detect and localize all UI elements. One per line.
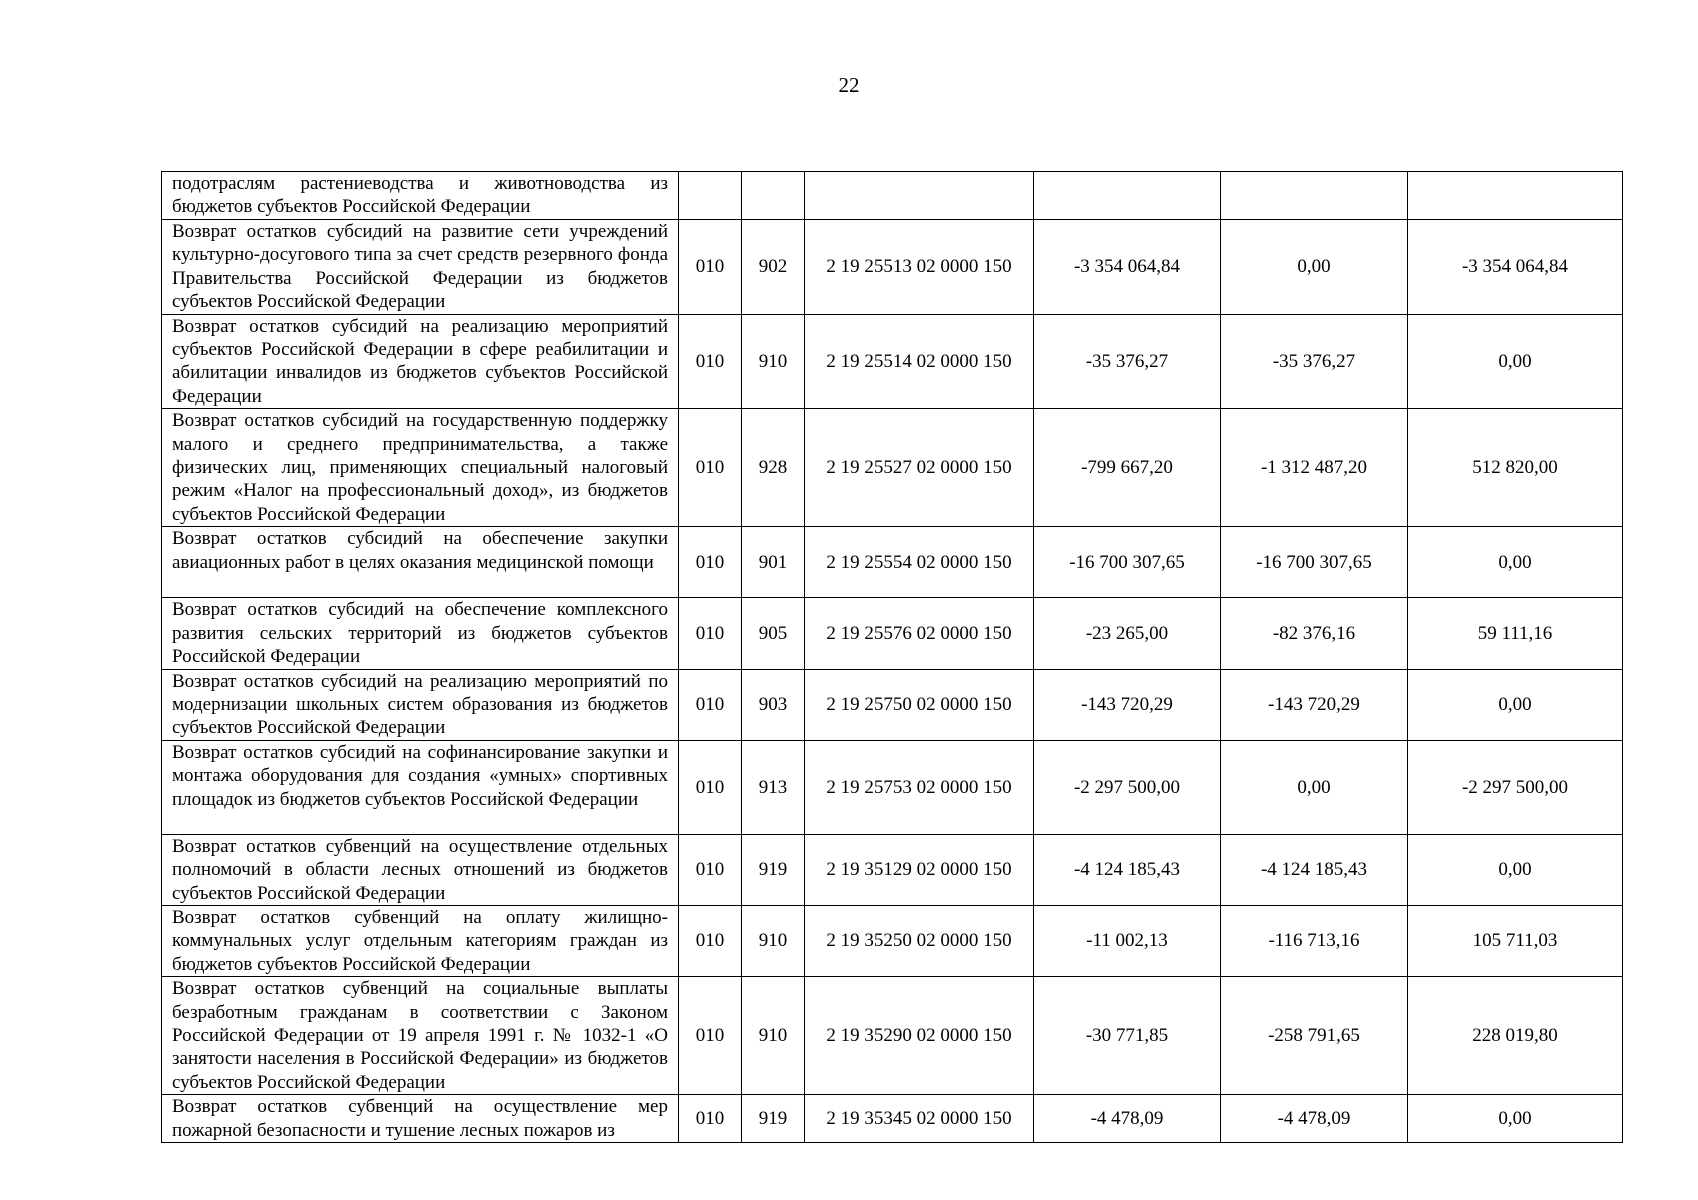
table-row [162, 1095, 1623, 1143]
amount-column-3: 228 019,80 [1408, 977, 1623, 1095]
table-row [162, 669, 1623, 740]
admin-code: 010 [679, 669, 742, 740]
admin-code: 010 [679, 740, 742, 834]
amount-column-2: -82 376,16 [1221, 598, 1408, 669]
table-row [162, 527, 1623, 598]
grbs-code: 919 [742, 1095, 805, 1143]
row-description: Возврат остатков субсидий на развитие сети учреждений культурно-досугового типа за счет средств резервного фонда Правительства Российской Федерации из бюджетов субъектов Российской Федерации [162, 220, 679, 315]
table-row [162, 220, 1623, 315]
amount-column-2: -35 376,27 [1221, 314, 1408, 409]
budget-classification-code: 2 19 25750 02 0000 150 [805, 669, 1034, 740]
table-row [162, 977, 1623, 1095]
amount-column-2 [1221, 172, 1408, 220]
table-row [162, 905, 1623, 976]
table-row [162, 172, 1623, 220]
amount-column-3: 512 820,00 [1408, 409, 1623, 527]
amount-column-1: -16 700 307,65 [1034, 527, 1221, 598]
amount-column-2: -1 312 487,20 [1221, 409, 1408, 527]
budget-classification-code: 2 19 25576 02 0000 150 [805, 598, 1034, 669]
budget-classification-code [805, 172, 1034, 220]
budget-table [161, 171, 1623, 1143]
admin-code: 010 [679, 834, 742, 905]
budget-classification-code: 2 19 25753 02 0000 150 [805, 740, 1034, 834]
amount-column-1: -4 124 185,43 [1034, 834, 1221, 905]
budget-classification-code: 2 19 25554 02 0000 150 [805, 527, 1034, 598]
row-description: Возврат остатков субвенций на осуществление отдельных полномочий в области лесных отношений из бюджетов субъектов Российской Федерации [162, 834, 679, 905]
admin-code: 010 [679, 1095, 742, 1143]
grbs-code: 910 [742, 905, 805, 976]
row-description: Возврат остатков субсидий на государственную поддержку малого и среднего предпринимательства, а также физических лиц, применяющих специальный налоговый режим «Налог на профессиональный доход», из бюджетов субъектов Российской Федерации [162, 409, 679, 527]
budget-classification-code: 2 19 35345 02 0000 150 [805, 1095, 1034, 1143]
row-description: Возврат остатков субвенций на социальные выплаты безработным гражданам в соответствии с Законом Российской Федерации от 19 апреля 1991 г. № 1032-1 «О занятости населения в Российской Федерации» из бюджетов субъектов Российской Федерации [162, 977, 679, 1095]
amount-column-1: -3 354 064,84 [1034, 220, 1221, 315]
admin-code: 010 [679, 527, 742, 598]
admin-code: 010 [679, 220, 742, 315]
amount-column-2: -4 478,09 [1221, 1095, 1408, 1143]
amount-column-2: -116 713,16 [1221, 905, 1408, 976]
row-description: Возврат остатков субсидий на обеспечение закупки авиационных работ в целях оказания медицинской помощи [162, 527, 679, 598]
row-description: Возврат остатков субвенций на оплату жилищно-коммунальных услуг отдельным категориям граждан из бюджетов субъектов Российской Федерации [162, 905, 679, 976]
grbs-code: 910 [742, 977, 805, 1095]
row-description: Возврат остатков субвенций на осуществление мер пожарной безопасности и тушение лесных пожаров из [162, 1095, 679, 1143]
amount-column-3: 0,00 [1408, 314, 1623, 409]
table-row [162, 740, 1623, 834]
grbs-code: 905 [742, 598, 805, 669]
budget-classification-code: 2 19 35250 02 0000 150 [805, 905, 1034, 976]
budget-classification-code: 2 19 35129 02 0000 150 [805, 834, 1034, 905]
budget-classification-code: 2 19 35290 02 0000 150 [805, 977, 1034, 1095]
budget-classification-code: 2 19 25513 02 0000 150 [805, 220, 1034, 315]
table-row [162, 314, 1623, 409]
admin-code: 010 [679, 905, 742, 976]
amount-column-1: -143 720,29 [1034, 669, 1221, 740]
row-description: Возврат остатков субсидий на реализацию мероприятий по модернизации школьных систем образования из бюджетов субъектов Российской Федерации [162, 669, 679, 740]
amount-column-3: 0,00 [1408, 669, 1623, 740]
grbs-code: 910 [742, 314, 805, 409]
admin-code: 010 [679, 977, 742, 1095]
budget-classification-code: 2 19 25514 02 0000 150 [805, 314, 1034, 409]
amount-column-1: -35 376,27 [1034, 314, 1221, 409]
amount-column-1: -11 002,13 [1034, 905, 1221, 976]
grbs-code: 901 [742, 527, 805, 598]
admin-code: 010 [679, 598, 742, 669]
admin-code [679, 172, 742, 220]
grbs-code: 919 [742, 834, 805, 905]
amount-column-2: 0,00 [1221, 740, 1408, 834]
amount-column-1: -23 265,00 [1034, 598, 1221, 669]
amount-column-3: 0,00 [1408, 1095, 1623, 1143]
amount-column-3: -3 354 064,84 [1408, 220, 1623, 315]
amount-column-2: -4 124 185,43 [1221, 834, 1408, 905]
amount-column-1: -4 478,09 [1034, 1095, 1221, 1143]
table-row [162, 409, 1623, 527]
amount-column-3: 105 711,03 [1408, 905, 1623, 976]
amount-column-2: -258 791,65 [1221, 977, 1408, 1095]
budget-classification-code: 2 19 25527 02 0000 150 [805, 409, 1034, 527]
amount-column-1: -799 667,20 [1034, 409, 1221, 527]
table-row [162, 834, 1623, 905]
amount-column-3: 59 111,16 [1408, 598, 1623, 669]
table-row [162, 598, 1623, 669]
grbs-code [742, 172, 805, 220]
admin-code: 010 [679, 314, 742, 409]
admin-code: 010 [679, 409, 742, 527]
row-description: Возврат остатков субсидий на софинансирование закупки и монтажа оборудования для создания «умных» спортивных площадок из бюджетов субъектов Российской Федерации [162, 740, 679, 834]
amount-column-3: 0,00 [1408, 527, 1623, 598]
amount-column-3: -2 297 500,00 [1408, 740, 1623, 834]
amount-column-1 [1034, 172, 1221, 220]
grbs-code: 913 [742, 740, 805, 834]
amount-column-1: -2 297 500,00 [1034, 740, 1221, 834]
amount-column-2: 0,00 [1221, 220, 1408, 315]
amount-column-3: 0,00 [1408, 834, 1623, 905]
row-description: Возврат остатков субсидий на реализацию мероприятий субъектов Российской Федерации в сфере реабилитации и абилитации инвалидов из бюджетов субъектов Российской Федерации [162, 314, 679, 409]
row-description: Возврат остатков субсидий на обеспечение комплексного развития сельских территорий из бюджетов субъектов Российской Федерации [162, 598, 679, 669]
grbs-code: 903 [742, 669, 805, 740]
grbs-code: 928 [742, 409, 805, 527]
grbs-code: 902 [742, 220, 805, 315]
row-description: подотраслям растениеводства и животноводства из бюджетов субъектов Российской Федерации [162, 172, 679, 220]
amount-column-1: -30 771,85 [1034, 977, 1221, 1095]
amount-column-3 [1408, 172, 1623, 220]
amount-column-2: -16 700 307,65 [1221, 527, 1408, 598]
page-number: 22 [838, 73, 860, 97]
amount-column-2: -143 720,29 [1221, 669, 1408, 740]
